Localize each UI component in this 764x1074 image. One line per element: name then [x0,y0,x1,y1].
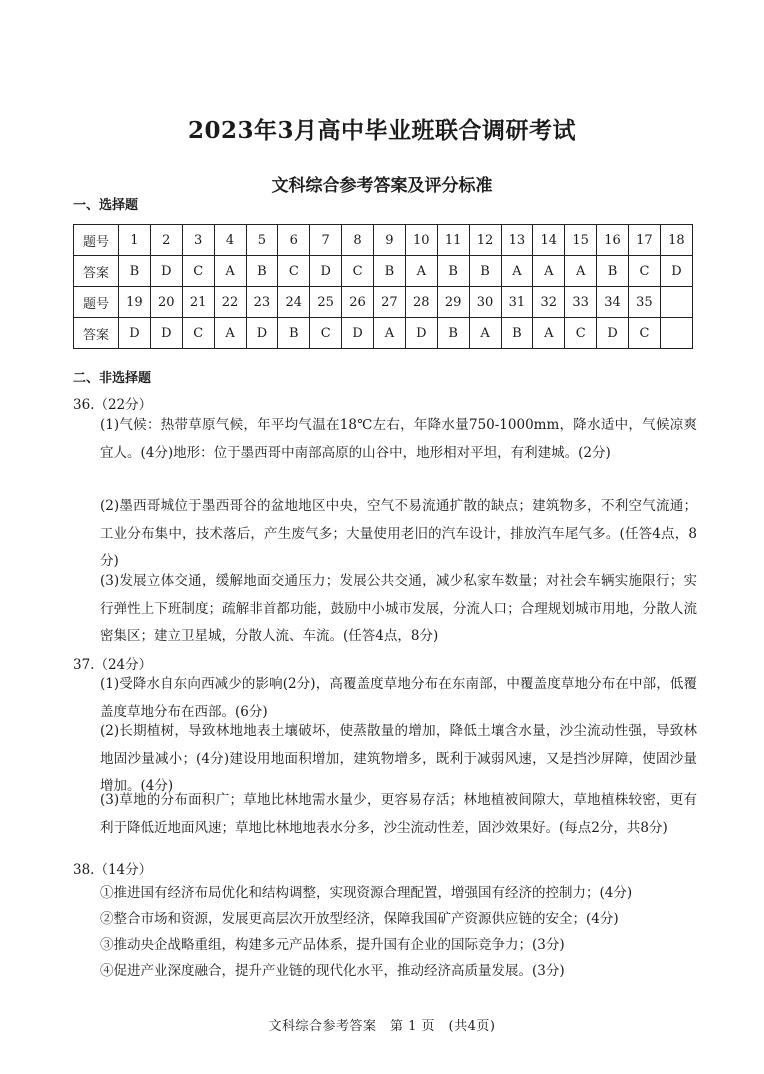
table-cell: A [374,318,406,349]
table-cell: B [597,256,629,287]
table-cell: B [501,318,533,349]
question-36-answer-3: (3)发展立体交通，缓解地面交通压力；发展公共交通，减少私家车数量；对社会车辆实施限行；实行弹性上下班制度；疏解非首都功能，鼓励中小城市发展，分流人口；合理规划城市用地，分散人流密集区；建立卫星城，分散人流、车流。(任答4点，8分) [100,573,697,644]
table-cell [660,318,692,349]
table-cell: 32 [533,287,565,318]
question-38-answer-1: ①推进国有经济布局优化和结构调整，实现资源合理配置，增强国有经济的控制力；(4分) [100,885,633,901]
table-cell: D [597,318,629,349]
table-cell: 9 [374,225,406,256]
table-cell: A [501,256,533,287]
table-cell: B [119,256,151,287]
question-number-row [74,225,693,256]
table-cell: 10 [405,225,437,256]
table-cell: C [182,318,214,349]
table-cell: B [246,256,278,287]
table-cell: B [278,318,310,349]
table-cell: A [405,256,437,287]
table-cell: C [629,256,661,287]
question-38-heading: 38.（14分） [73,862,153,878]
table-cell: D [405,318,437,349]
table-cell: 4 [214,225,246,256]
table-cell: C [182,256,214,287]
table-cell: 3 [182,225,214,256]
table-cell: 5 [246,225,278,256]
table-cell: D [310,256,342,287]
question-number-row [74,287,693,318]
table-cell: 7 [310,225,342,256]
table-cell: D [246,318,278,349]
table-cell: 26 [342,287,374,318]
document-subtitle: 文科综合参考答案及评分标准 [271,176,493,196]
table-cell: 23 [246,287,278,318]
table-cell: 20 [150,287,182,318]
table-cell: 33 [565,287,597,318]
answer-table [73,224,693,349]
table-cell: 13 [501,225,533,256]
table-cell: 2 [150,225,182,256]
row-label-cell: 题号 [74,287,119,318]
answer-table-body [74,225,693,349]
table-cell: 34 [597,287,629,318]
table-cell: 16 [597,225,629,256]
table-cell: A [214,256,246,287]
table-cell: A [533,318,565,349]
question-38-answer-4: ④促进产业深度融合，提升产业链的现代化水平，推动经济高质量发展。(3分) [100,963,565,979]
table-cell: A [214,318,246,349]
table-cell: 19 [119,287,151,318]
document-title: 2023年3月高中毕业班联合调研考试 [187,117,577,144]
table-cell: 17 [629,225,661,256]
table-cell: 8 [342,225,374,256]
table-cell: C [565,318,597,349]
table-cell: 22 [214,287,246,318]
table-cell [660,287,692,318]
table-cell: C [629,318,661,349]
answer-row [74,318,693,349]
table-cell: 25 [310,287,342,318]
table-cell: A [565,256,597,287]
table-cell: A [533,256,565,287]
question-37-answer-1: (1)受降水自东向西减少的影响(2分)，高覆盖度草地分布在东南部，中覆盖度草地分布在中部，低覆盖度草地分布在西部。(6分) [100,676,697,720]
table-cell: D [660,256,692,287]
answer-row [74,256,693,287]
table-cell: 29 [437,287,469,318]
table-cell: B [437,318,469,349]
table-cell: 12 [469,225,501,256]
table-cell: C [278,256,310,287]
table-cell: C [342,256,374,287]
question-36-answer-2: (2)墨西哥城位于墨西哥谷的盆地地区中央，空气不易流通扩散的缺点；建筑物多，不利空气流通；工业分布集中，技术落后，产生废气多；大量使用老旧的汽车设计，排放汽车尾气多。(任答4点，8分) [100,498,697,569]
table-cell: 18 [660,225,692,256]
table-cell: 15 [565,225,597,256]
question-36-heading: 36.（22分） [73,397,153,413]
table-cell: 1 [119,225,151,256]
table-cell: 35 [629,287,661,318]
question-38-answer-2: ②整合市场和资源，发展更高层次开放型经济，保障我国矿产资源供应链的安全；(4分) [100,911,619,927]
table-cell: 27 [374,287,406,318]
table-cell: A [469,318,501,349]
table-cell: 24 [278,287,310,318]
question-36-answer-1: (1)气候：热带草原气候，年平均气温在18℃左右，年降水量750-1000mm，降水适中，气候凉爽宜人。(4分)地形：位于墨西哥中南部高原的山谷中，地形相对平坦，有利建城。(2分) [100,417,697,461]
row-label-cell: 答案 [74,256,119,287]
table-cell: D [342,318,374,349]
table-cell: B [437,256,469,287]
question-37-answer-3: (3)草地的分布面积广；草地比林地需水量少，更容易存活；林地植被间隙大，草地植株较密，更有利于降低近地面风速；草地比林地地表水分多，沙尘流动性差，固沙效果好。(每点2分，共8分) [100,792,697,836]
row-label-cell: 题号 [74,225,119,256]
question-37-heading: 37.（24分） [73,657,153,673]
section-multiple-choice-heading: 一、选择题 [73,198,139,213]
table-cell: D [150,318,182,349]
table-cell: 14 [533,225,565,256]
question-38-answer-3: ③推动央企战略重组，构建多元产品体系，提升国有企业的国际竞争力；(3分) [100,937,565,953]
table-cell: 21 [182,287,214,318]
section-non-choice-heading: 二、非选择题 [73,371,152,386]
table-cell: D [150,256,182,287]
question-37-answer-2: (2)长期植树，导致林地地表土壤破坏，使蒸散量的增加，降低土壤含水量，沙尘流动性强，导致林地固沙量减小；(4分)建设用地面积增加，建筑物增多，既利于减弱风速，又是挡沙屏障，使固沙量增加。(4分) [100,723,697,794]
page-footer: 文科综合参考答案 第 1 页 (共4页) [268,1019,496,1034]
table-cell: 6 [278,225,310,256]
table-cell: 28 [405,287,437,318]
table-cell: B [469,256,501,287]
table-cell: C [310,318,342,349]
table-cell: B [374,256,406,287]
table-cell: D [119,318,151,349]
row-label-cell: 答案 [74,318,119,349]
table-cell: 30 [469,287,501,318]
table-cell: 31 [501,287,533,318]
table-cell: 11 [437,225,469,256]
